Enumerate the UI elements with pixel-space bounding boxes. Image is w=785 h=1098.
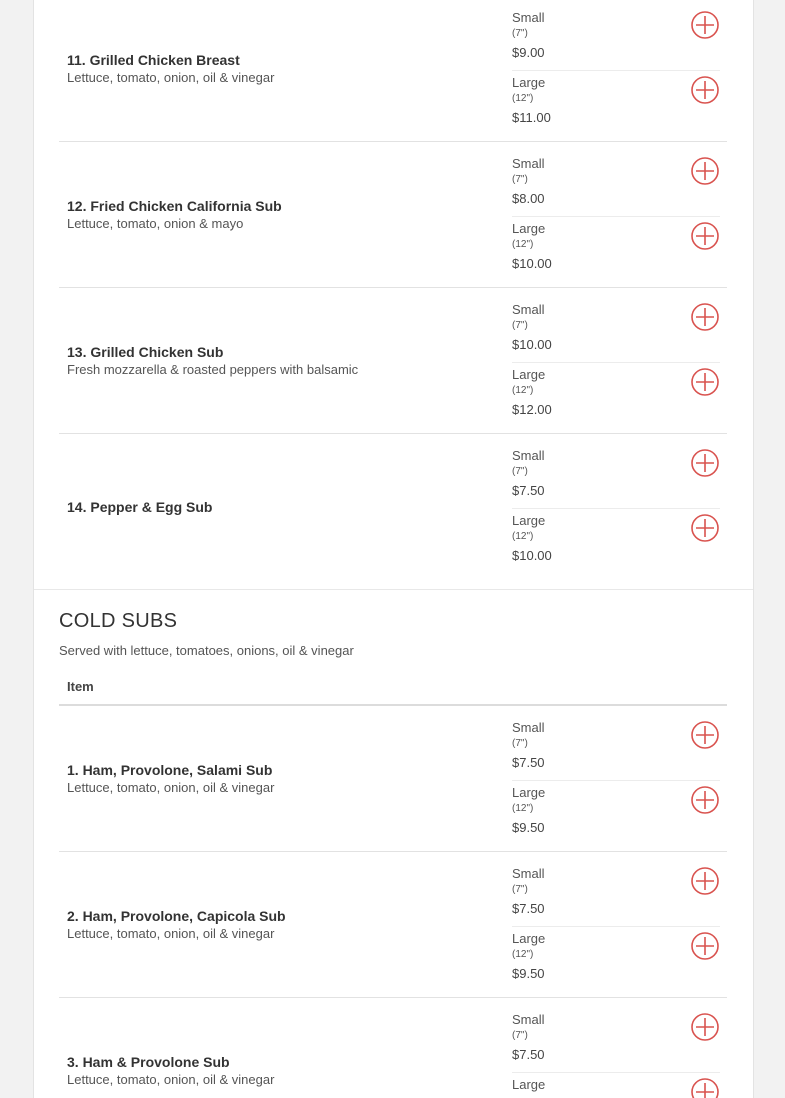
size-inches: (7") xyxy=(512,174,528,185)
add-to-cart-button[interactable] xyxy=(690,513,720,543)
menu-item xyxy=(59,142,727,288)
item-name: 13. Grilled Chicken Sub xyxy=(67,344,224,360)
add-to-cart-button[interactable] xyxy=(690,1077,720,1098)
item-description: Fresh mozzarella & roasted peppers with balsamic xyxy=(67,362,359,377)
plus-circle-icon xyxy=(690,513,720,543)
price: $10.00 xyxy=(512,337,552,352)
price-option-small xyxy=(512,156,720,217)
plus-circle-icon xyxy=(690,866,720,896)
size-label: Small xyxy=(512,302,545,317)
price: $7.50 xyxy=(512,755,545,770)
plus-circle-icon xyxy=(690,302,720,332)
price-option-small xyxy=(512,1012,720,1073)
section-divider xyxy=(34,589,753,590)
menu-item xyxy=(59,998,727,1098)
plus-circle-icon xyxy=(690,1012,720,1042)
plus-circle-icon xyxy=(690,720,720,750)
size-inches: (12") xyxy=(512,239,534,250)
add-to-cart-button[interactable] xyxy=(690,785,720,815)
column-header-item: Item xyxy=(67,679,94,694)
size-label: Small xyxy=(512,156,545,171)
size-inches: (12") xyxy=(512,803,534,814)
size-label: Small xyxy=(512,1012,545,1027)
menu-item xyxy=(59,852,727,998)
price-option-small xyxy=(512,448,720,509)
item-name: 2. Ham, Provolone, Capicola Sub xyxy=(67,908,286,924)
size-inches: (12") xyxy=(512,93,534,104)
price: $9.50 xyxy=(512,820,545,835)
size-label: Large xyxy=(512,367,546,382)
size-label: Large xyxy=(512,931,546,946)
plus-circle-icon xyxy=(690,75,720,105)
plus-circle-icon xyxy=(690,448,720,478)
price: $10.00 xyxy=(512,548,552,563)
plus-circle-icon xyxy=(690,785,720,815)
price: $8.00 xyxy=(512,191,545,206)
price-option-small xyxy=(512,866,720,927)
menu-item xyxy=(59,434,727,589)
price-option-large xyxy=(512,221,720,281)
price-option-large xyxy=(512,931,720,991)
price-option-large xyxy=(512,513,720,573)
menu-item xyxy=(59,706,727,852)
size-label: Large xyxy=(512,1077,546,1092)
menu-panel xyxy=(33,0,754,1098)
add-to-cart-button[interactable] xyxy=(690,367,720,397)
add-to-cart-button[interactable] xyxy=(690,10,720,40)
add-to-cart-button[interactable] xyxy=(690,931,720,961)
plus-circle-icon xyxy=(690,367,720,397)
size-label: Large xyxy=(512,513,546,528)
item-description: Lettuce, tomato, onion, oil & vinegar xyxy=(67,780,275,795)
size-label: Small xyxy=(512,720,545,735)
size-inches: (7") xyxy=(512,884,528,895)
size-inches: (7") xyxy=(512,1030,528,1041)
add-to-cart-button[interactable] xyxy=(690,448,720,478)
add-to-cart-button[interactable] xyxy=(690,1012,720,1042)
item-description: Lettuce, tomato, onion, oil & vinegar xyxy=(67,926,275,941)
item-name: 12. Fried Chicken California Sub xyxy=(67,198,282,214)
item-name: 11. Grilled Chicken Breast xyxy=(67,52,240,68)
item-description: Lettuce, tomato, onion, oil & vinegar xyxy=(67,1072,275,1087)
plus-circle-icon xyxy=(690,10,720,40)
add-to-cart-button[interactable] xyxy=(690,156,720,186)
price-option-small xyxy=(512,720,720,781)
plus-circle-icon xyxy=(690,931,720,961)
price-option-large xyxy=(512,1077,720,1098)
price: $9.00 xyxy=(512,45,545,60)
menu-item xyxy=(59,0,727,142)
section-title: COLD SUBS xyxy=(59,610,178,632)
section-subtitle: Served with lettuce, tomatoes, onions, oil & vinegar xyxy=(59,643,354,658)
size-inches: (7") xyxy=(512,28,528,39)
add-to-cart-button[interactable] xyxy=(690,302,720,332)
price-option-large xyxy=(512,75,720,135)
price: $7.50 xyxy=(512,901,545,916)
add-to-cart-button[interactable] xyxy=(690,75,720,105)
size-inches: (12") xyxy=(512,385,534,396)
size-inches: (12") xyxy=(512,531,534,542)
size-label: Small xyxy=(512,866,545,881)
item-name: 3. Ham & Provolone Sub xyxy=(67,1054,230,1070)
size-label: Large xyxy=(512,221,546,236)
item-description: Lettuce, tomato, onion, oil & vinegar xyxy=(67,70,275,85)
item-name: 1. Ham, Provolone, Salami Sub xyxy=(67,762,273,778)
plus-circle-icon xyxy=(690,1077,720,1098)
size-inches: (7") xyxy=(512,320,528,331)
price-option-large xyxy=(512,367,720,427)
price: $11.00 xyxy=(512,110,551,125)
price: $12.00 xyxy=(512,402,552,417)
add-to-cart-button[interactable] xyxy=(690,866,720,896)
size-label: Large xyxy=(512,785,546,800)
size-label: Small xyxy=(512,448,545,463)
price-option-small xyxy=(512,302,720,363)
plus-circle-icon xyxy=(690,156,720,186)
add-to-cart-button[interactable] xyxy=(690,221,720,251)
item-name: 14. Pepper & Egg Sub xyxy=(67,499,213,515)
item-description: Lettuce, tomato, onion & mayo xyxy=(67,216,244,231)
size-inches: (12") xyxy=(512,949,534,960)
menu-item xyxy=(59,288,727,434)
plus-circle-icon xyxy=(690,221,720,251)
size-label: Small xyxy=(512,10,545,25)
size-label: Large xyxy=(512,75,546,90)
size-inches: (7") xyxy=(512,466,528,477)
add-to-cart-button[interactable] xyxy=(690,720,720,750)
size-inches: (7") xyxy=(512,738,528,749)
price: $9.50 xyxy=(512,966,545,981)
price: $7.50 xyxy=(512,1047,545,1062)
price: $10.00 xyxy=(512,256,552,271)
price: $7.50 xyxy=(512,483,545,498)
price-option-small xyxy=(512,10,720,71)
price-option-large xyxy=(512,785,720,845)
